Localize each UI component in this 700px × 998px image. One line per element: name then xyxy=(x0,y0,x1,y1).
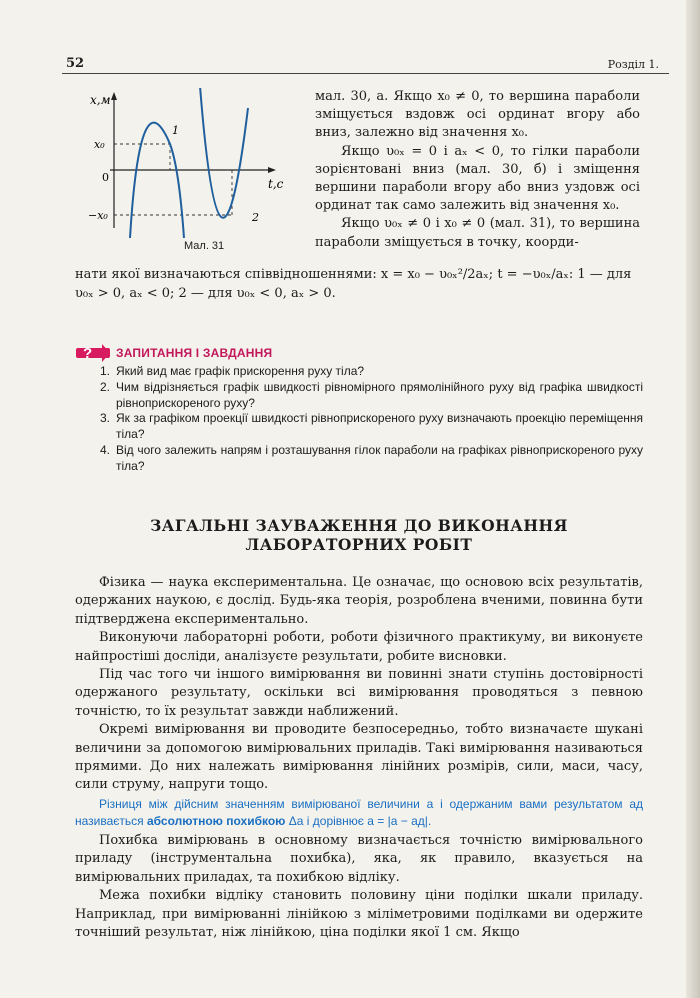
curve-1 xyxy=(130,123,184,238)
point-2-label: 2 xyxy=(252,211,259,224)
definition-paragraph xyxy=(75,796,643,830)
section-title: ЗАГАЛЬНІ ЗАУВАЖЕННЯ ДО ВИКОНАННЯ ЛАБОРАТОРНИХ РОБІТ xyxy=(150,516,568,554)
y-axis-label: x,м xyxy=(90,93,111,107)
paragraph: Виконуючи лабораторні роботи, роботи фізичного практикуму, ви виконуєте найпростіші досліди, аналізуєте результати, робите висновки. xyxy=(75,630,643,664)
item-number: 2. xyxy=(100,379,111,394)
formula-line-2: υ₀ₓ > 0, aₓ < 0; 2 — для υ₀ₓ < 0, aₓ > 0. xyxy=(75,286,336,302)
list-item xyxy=(100,380,643,412)
paragraph: Окремі вимірювання ви проводите безпосередньо, тобто визначаєте шукані величини за допомогою вимірювальних приладів. Такі вимірювання називаються прямими. До них належать вимірювання лінійних розмірів, сили, маси, часу, сили струму, напруги тощо. xyxy=(75,722,643,793)
item-text: Чим відрізняється графік швидкості рівномірного прямолінійного руху від графіка швидкості рівноприскореного руху? xyxy=(116,379,643,410)
list-item xyxy=(100,411,643,443)
formula-lines xyxy=(75,266,643,304)
header-rule xyxy=(62,73,669,74)
page-header xyxy=(62,52,669,74)
figure-31 xyxy=(72,88,300,256)
tick-zero: 0 xyxy=(102,171,109,184)
page-number: 52 xyxy=(66,56,85,71)
tick-x0: x₀ xyxy=(94,138,105,151)
item-number: 4. xyxy=(100,442,111,457)
point-1-label: 1 xyxy=(172,124,179,137)
paragraph: Якщо υ₀ₓ = 0 і aₓ < 0, то гілки параболи зорієнтовані вниз (мал. 30, б) і зміщення вершини параболи вгору або вниз уздовж осі ординат так само залежить від значення x₀. xyxy=(315,143,640,214)
question-mark-icon xyxy=(76,344,110,362)
x-axis-label: t,c xyxy=(268,177,284,191)
curve-2 xyxy=(200,88,248,218)
item-text: Який вид має графік прискорення руху тіла? xyxy=(116,364,365,378)
section-label: Розділ 1. xyxy=(607,58,659,71)
definition-formula: Δa і дорівнює a = |a − aд|. xyxy=(285,813,432,828)
paragraph: мал. 30, а. Якщо x₀ ≠ 0, то вершина параболи зміщується вздовж осі ординат вгору або вниз, залежно від значення x₀. xyxy=(315,89,640,141)
right-column-text xyxy=(315,88,640,252)
list-item xyxy=(100,443,643,475)
item-number: 3. xyxy=(100,411,111,426)
list-item xyxy=(100,364,643,380)
tick-neg-x0: −x₀ xyxy=(88,209,108,222)
y-axis-arrow xyxy=(111,92,117,100)
formula-line-1: нати якої визначаються співвідношеннями: x = x₀ − υ₀ₓ²/2aₓ; t = −υ₀ₓ/aₓ: 1 — для xyxy=(75,267,632,282)
figure-caption: Мал. 31 xyxy=(184,240,225,252)
page-spine xyxy=(686,0,700,998)
graph-svg xyxy=(72,88,300,238)
definition-term: абсолютною похибкою xyxy=(147,813,286,828)
questions-header xyxy=(76,343,272,363)
item-number: 1. xyxy=(100,364,111,378)
questions-title: ЗАПИТАННЯ І ЗАВДАННЯ xyxy=(116,346,273,360)
item-text: Як за графіком проекції швидкості рівноприскореного руху визначають проекцію переміщення тіла? xyxy=(116,411,643,442)
definition-text: Різниця між дійсним значенням вимірюваної величини a і одержаним вами результатом aд називається xyxy=(75,796,643,828)
x-axis-arrow xyxy=(268,167,276,173)
paragraph: Фізика — наука експериментальна. Це означає, що основою всіх результатів, одержаних наукою, є дослід. Будь-яка теорія, розроблена вченими, повинна бути підтверджена експериментально. xyxy=(75,575,643,627)
svg-text:?: ? xyxy=(83,345,93,362)
questions-list xyxy=(100,364,643,475)
item-text: Від чого залежить напрям і розташування гілок параболи на графіках рівноприскореного руху тіла? xyxy=(116,442,643,473)
paragraph: Похибка вимірювань в основному визначається точністю вимірювального приладу (інструментальна похибка), яка, як правило, вказується на вимірювальних приладах, та похибкою відліку. xyxy=(75,832,643,885)
body-text xyxy=(75,574,643,942)
paragraph: Якщо υ₀ₓ ≠ 0 і x₀ ≠ 0 (мал. 31), то вершина параболи зміщується в точку, коорди- xyxy=(315,216,640,250)
paragraph: Під час того чи іншого вимірювання ви повинні знати ступінь достовірності одержаного результату, оскільки всі вимірювання проводяться з певною точністю, то їх результат завжди наближений. xyxy=(75,667,643,719)
paragraph: Межа похибки відліку становить половину ціни поділки шкали приладу. Наприклад, при вимірюванні лінійкою з міліметровими поділками ви одержите точніший результат, ніж лінійкою, ціна поділки якої 1 см. Якщо xyxy=(75,888,643,940)
